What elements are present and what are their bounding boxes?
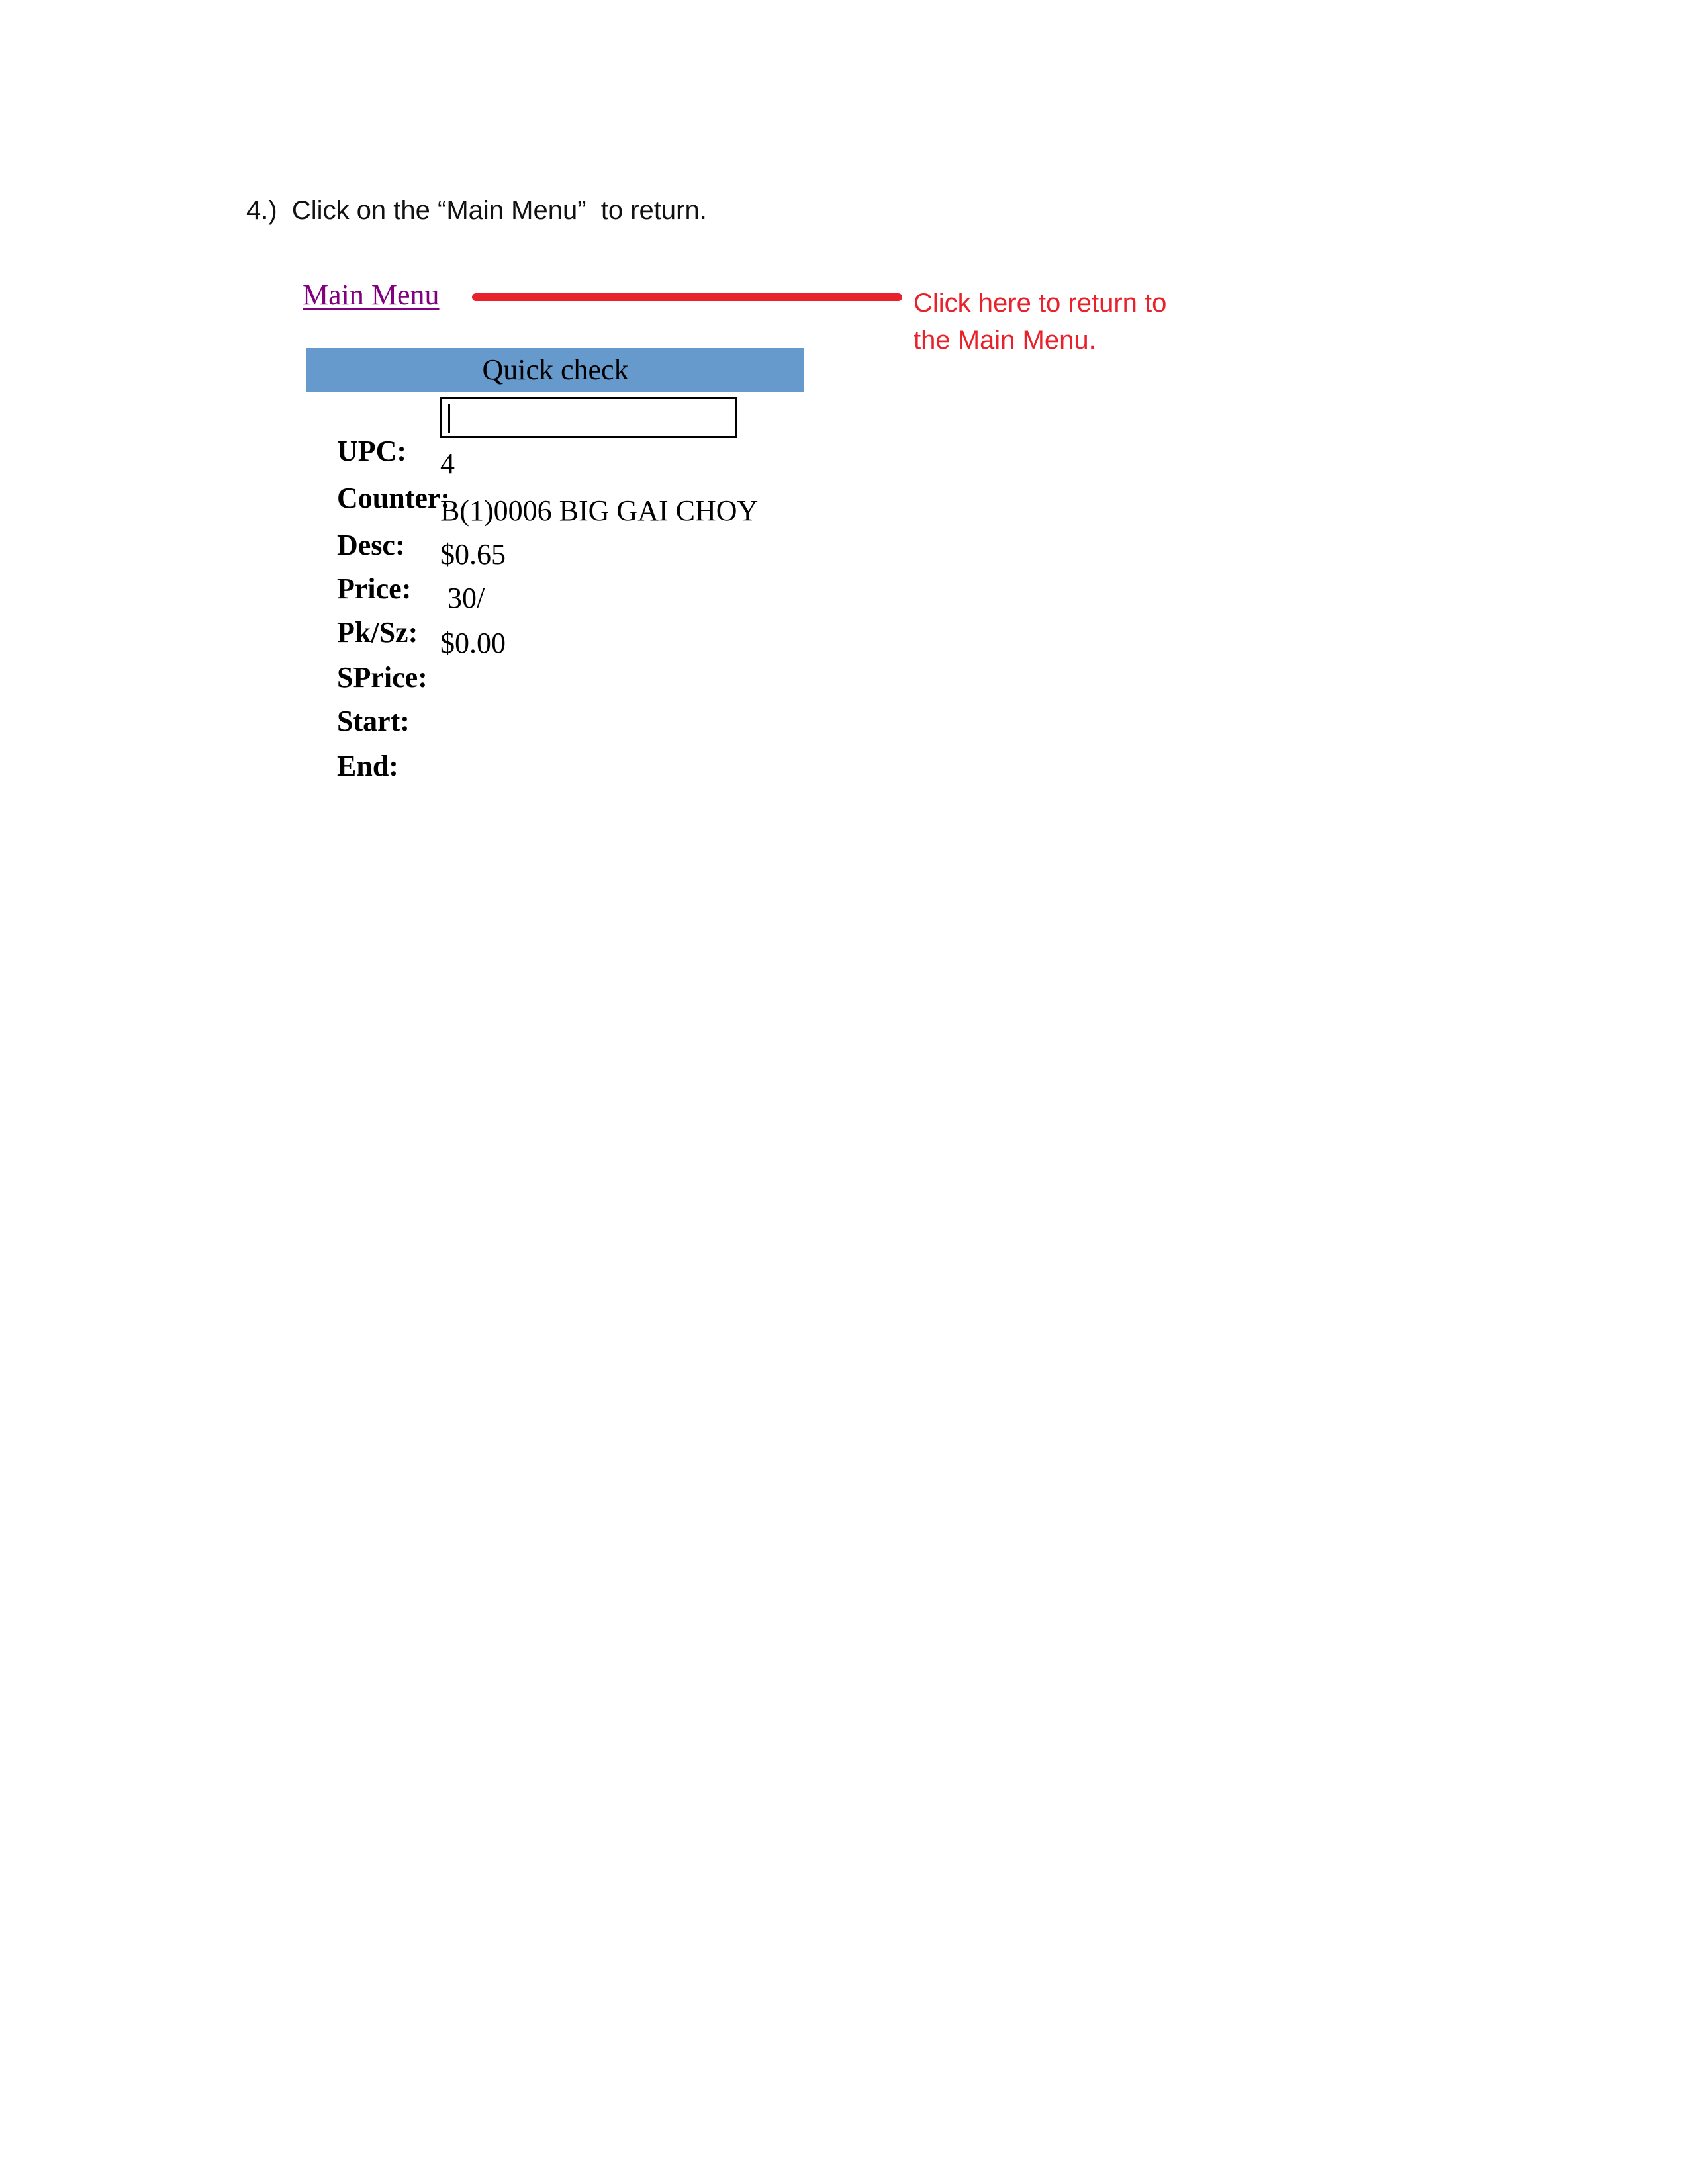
field-label: End: <box>337 750 399 782</box>
main-menu-link[interactable]: Main Menu <box>303 279 440 311</box>
field-label: Desc: <box>337 529 405 561</box>
field-label: Start: <box>337 705 410 737</box>
callout-line-2: the Main Menu. <box>914 326 1096 355</box>
quick-check-screenshot <box>301 265 818 782</box>
field-label: SPrice: <box>337 661 428 694</box>
field-label: Counter: <box>337 482 451 514</box>
field-value: $0.00 <box>440 627 506 659</box>
field-label: Price: <box>337 572 412 605</box>
text-cursor <box>448 404 450 433</box>
field-row-end <box>308 715 399 818</box>
upc-label: UPC: <box>337 435 407 467</box>
upc-input[interactable] <box>440 397 737 438</box>
callout-annotation <box>914 285 1258 359</box>
field-value: $0.65 <box>440 538 506 570</box>
callout-arrow-line <box>472 293 902 301</box>
field-value: B(1)0006 BIG GAI CHOY <box>440 494 759 527</box>
instruction-text: 4.) Click on the “Main Menu” to return. <box>246 196 707 225</box>
field-label: Pk/Sz: <box>337 616 418 649</box>
quick-check-header: Quick check <box>306 348 804 392</box>
field-value: 30/ <box>440 582 485 614</box>
callout-line-1: Click here to return to <box>914 289 1167 318</box>
field-value: 4 <box>440 447 455 480</box>
